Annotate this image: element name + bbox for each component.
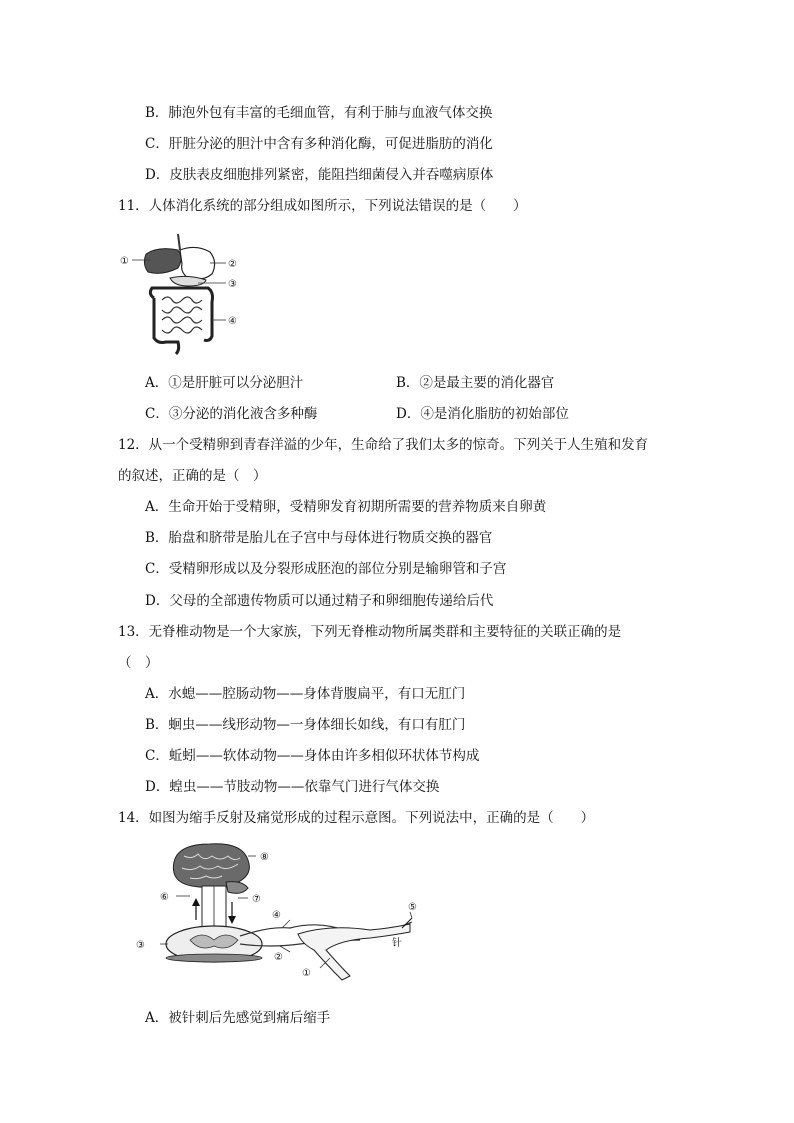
q10-option-d: D．皮肤表皮细胞排列紧密，能阻挡细菌侵入并吞噬病原体 — [145, 167, 494, 183]
fig14-label-2: ② — [274, 952, 283, 963]
q12-option-d: D．父母的全部遗传物质可以通过精子和卵细胞传递给后代 — [145, 593, 494, 609]
fig14-label-6: ⑥ — [160, 892, 169, 903]
q14-stem: 14．如图为缩手反射及痛觉形成的过程示意图。下列说法中，正确的是（ ） — [118, 810, 595, 826]
fig14-needle-label: 针 — [392, 938, 402, 949]
reflex-arc-figure — [130, 840, 430, 990]
fig11-label-3: ③ — [228, 279, 237, 290]
q11-stem: 11．人体消化系统的部分组成如图所示，下列说法错误的是（ ） — [118, 198, 527, 214]
q12-stem-line1: 12．从一个受精卵到青春洋溢的少年，生命给了我们太多的惊奇。下列关于人生殖和发育 — [118, 437, 649, 453]
q10-option-b: B．肺泡外包有丰富的毛细血管，有利于肺与血液气体交换 — [145, 105, 493, 121]
fig11-label-2: ② — [228, 259, 237, 270]
q13-option-b: B．蛔虫——线形动物—一身体细长如线，有口有肛门 — [145, 717, 466, 733]
q11-option-c: C．③分泌的消化液含多种酶 — [145, 406, 318, 422]
q12-stem-line2: 的叙述，正确的是（ ） — [118, 468, 267, 484]
digestive-system-figure — [118, 228, 248, 358]
q10-option-c: C．肝脏分泌的胆汁中含有多种消化酶，可促进脂肪的消化 — [145, 136, 493, 152]
q13-option-c: C．蚯蚓——软体动物——身体由许多相似环状体节构成 — [145, 748, 480, 764]
fig14-label-7: ⑦ — [252, 894, 261, 905]
q11-option-a: A．①是肝脏可以分泌胆汁 — [145, 375, 304, 391]
q12-option-b: B．胎盘和脐带是胎儿在子宫中与母体进行物质交换的器官 — [145, 530, 493, 546]
fig11-label-1: ① — [120, 256, 129, 267]
q13-stem-line2: （ ） — [118, 655, 159, 671]
q12-option-c: C．受精卵形成以及分裂形成胚泡的部位分别是输卵管和子宫 — [145, 561, 507, 577]
q13-stem-line1: 13．无脊椎动物是一个大家族，下列无脊椎动物所属类群和主要特征的关联正确的是 — [118, 624, 622, 640]
q13-option-d: D．蝗虫——节肢动物——依靠气门进行气体交换 — [145, 779, 440, 795]
fig14-label-1: ① — [302, 968, 311, 979]
fig14-label-4: ④ — [272, 910, 281, 921]
q12-option-a: A．生命开始于受精卵，受精卵发育初期所需要的营养物质来自卵黄 — [145, 499, 547, 515]
q11-option-b: B．②是最主要的消化器官 — [396, 375, 555, 391]
q13-option-a: A．水螅——腔肠动物——身体背腹扁平，有口无肛门 — [145, 686, 466, 702]
brain-shape — [173, 844, 249, 888]
fig11-label-4: ④ — [228, 316, 237, 327]
q11-option-d: D．④是消化脂肪的初始部位 — [396, 406, 569, 422]
fig14-label-3: ③ — [136, 940, 145, 951]
fig14-label-8: ⑧ — [260, 852, 269, 863]
q14-option-a: A．被针刺后先感觉到痛后缩手 — [145, 1010, 331, 1026]
fig14-label-5: ⑤ — [408, 902, 417, 913]
